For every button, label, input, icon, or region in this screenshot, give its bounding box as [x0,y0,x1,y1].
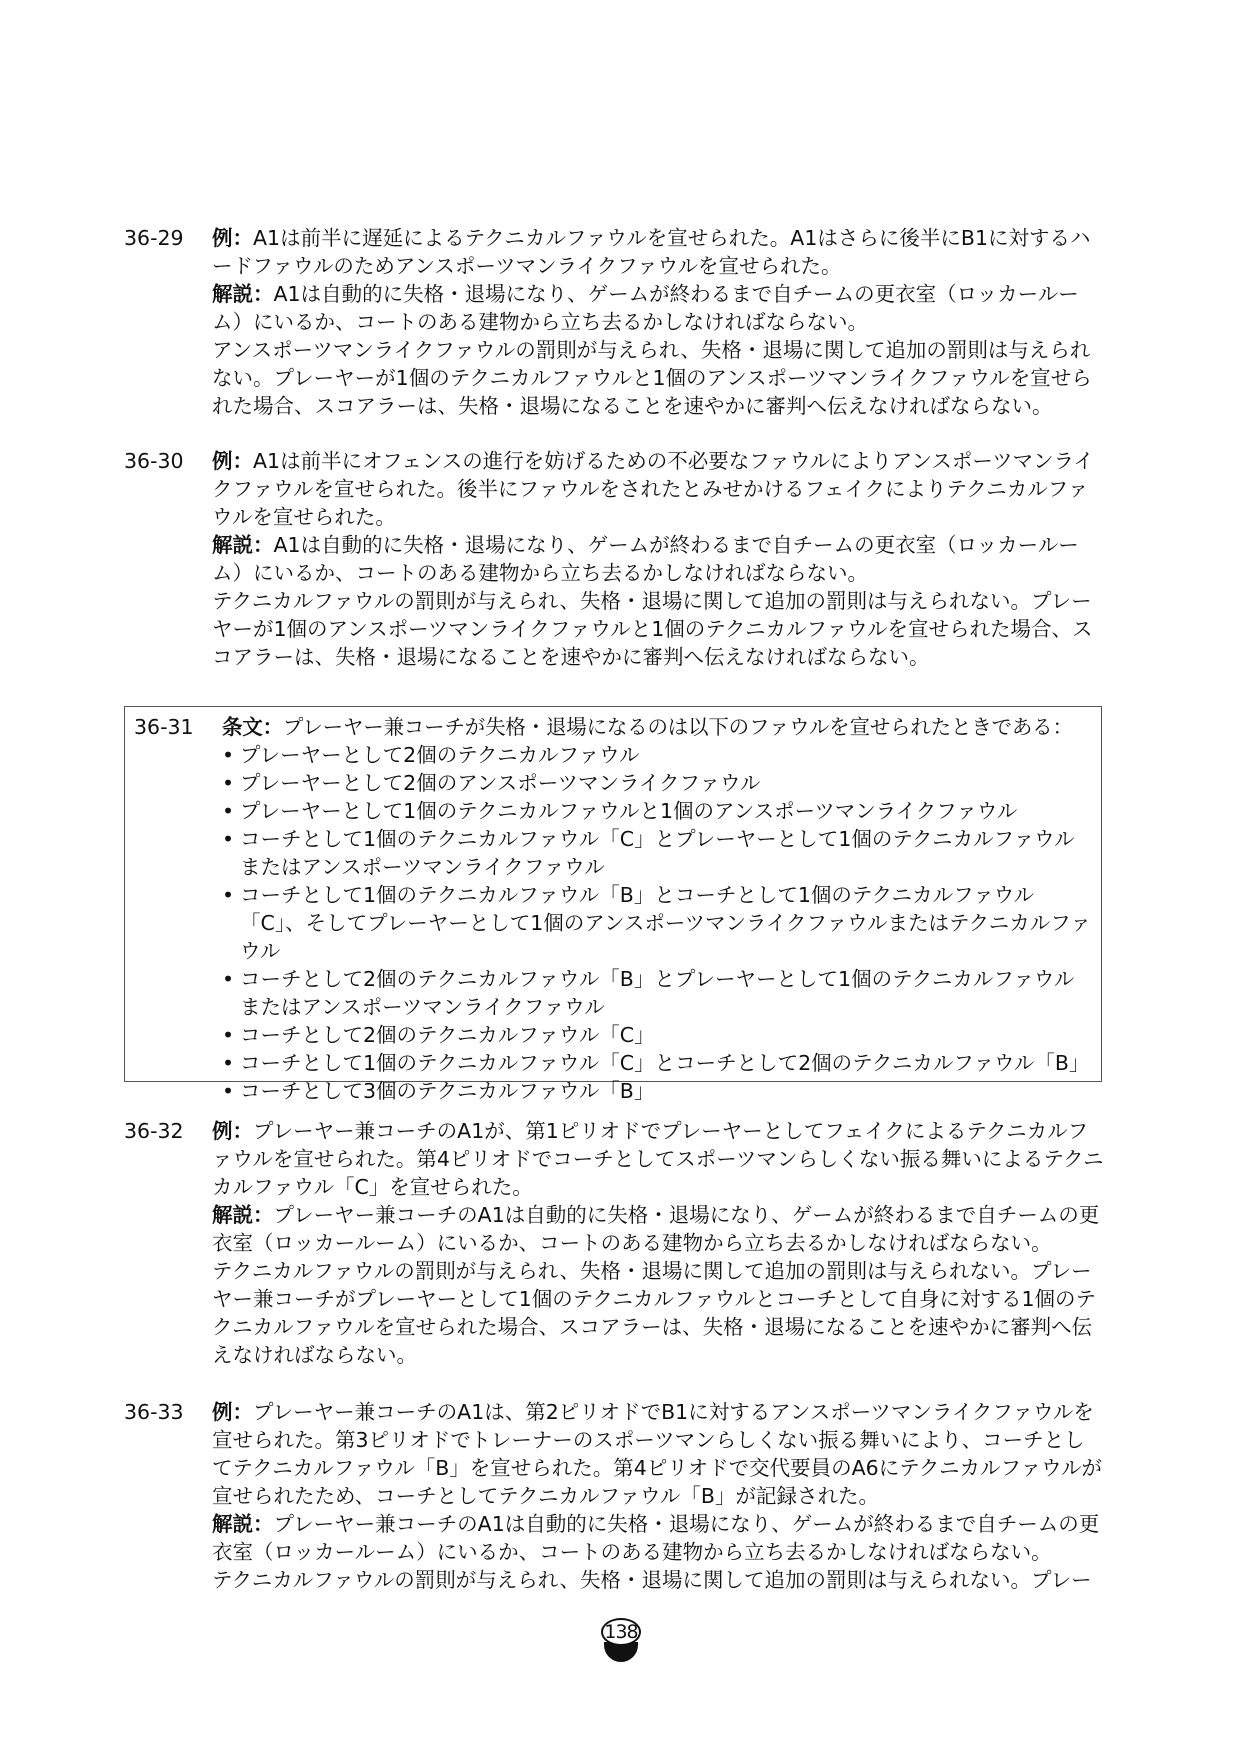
rule-list-item [222,1077,1093,1105]
case-number: 36-33 [124,1400,184,1424]
rule-list-item [222,741,1093,769]
case-entry-36-29 [124,224,1104,420]
rule-item-text: プレーヤーとして1個のテクニカルファウルと1個のアンスポーツマンライクファウル [240,799,1018,823]
rule-box-36-31 [124,706,1102,1103]
example-text: プレーヤー兼コーチのA1は、第2ピリオドでB1に対するアンスポーツマンライクファウルを宣せられた。第3ピリオドでトレーナーのスポーツマンらしくない振る舞いにより、コーチとしてテクニカルファウル「B」を宣せられた。第4ピリオドで交代要員のA6にテクニカルファウルが宣せられたため、コーチとしてテクニカルファウル「B」が記録された。 [212,1400,1102,1508]
explanation-paragraph [212,531,1104,587]
case-body [212,1398,1104,1594]
explanation-label: 解説： [212,1512,274,1536]
bullet-icon: • [222,967,235,991]
rule-item-text: コーチとして3個のテクニカルファウル「B」 [240,1079,655,1103]
explanation-text: A1は自動的に失格・退場になり、ゲームが終わるまで自チームの更衣室（ロッカールーム）にいるか、コートのある建物から立ち去るかしなければならない。 [212,282,1079,334]
case-number: 36-30 [124,449,184,473]
example-paragraph [212,224,1104,280]
example-label: 例： [212,1400,253,1424]
example-text: A1は前半に遅延によるテクニカルファウルを宣せられた。A1はさらに後半にB1に対するハードファウルのためアンスポーツマンライクファウルを宣せられた。 [212,226,1091,278]
explanation-paragraph [212,1510,1104,1566]
rule-list-item [222,881,1093,965]
bullet-icon: • [222,827,235,851]
explanation-paragraph: テクニカルファウルの罰則が与えられ、失格・退場に関して追加の罰則は与えられない。プレーヤーが1個のアンスポーツマンライクファウルと1個のテクニカルファウルを宣せられた場合、スコアラーは、失格・退場になることを速やかに審判へ伝えなければならない。 [212,589,1093,669]
example-label: 例： [212,226,253,250]
case-body [212,1117,1104,1369]
explanation-paragraph: テクニカルファウルの罰則が与えられ、失格・退場に関して追加の罰則は与えられない。プレーヤー兼コーチがプレーヤーとして1個のテクニカルファウルとコーチとして自身に対する1個のテクニカルファウルを宣せられた場合、スコアラーは、失格・退場になることを速やかに審判へ伝えなければならない。 [212,1259,1097,1367]
explanation-paragraph: テクニカルファウルの罰則が与えられ、失格・退場に関して追加の罰則は与えられない。プレー [212,1568,1092,1592]
example-paragraph [212,447,1104,531]
case-number: 36-32 [124,1119,184,1143]
explanation-paragraph: アンスポーツマンライクファウルの罰則が与えられ、失格・退場に関して追加の罰則は与えられない。プレーヤーが1個のテクニカルファウルと1個のアンスポーツマンライクファウルを宣せられた場合、スコアラーは、失格・退場になることを速やかに審判へ伝えなければならない。 [212,338,1092,418]
bullet-icon: • [222,799,235,823]
rule-item-text: コーチとして1個のテクニカルファウル「C」とプレーヤーとして1個のテクニカルファウルまたはアンスポーツマンライクファウル [240,827,1075,879]
bullet-icon: • [222,883,235,907]
rule-item-text: コーチとして2個のテクニカルファウル「C」 [240,1023,655,1047]
case-entry-36-32 [124,1117,1104,1369]
explanation-label: 解説： [212,533,274,557]
explanation-paragraph [212,1201,1104,1257]
rule-number: 36-31 [134,715,194,739]
rule-text: プレーヤー兼コーチが失格・退場になるのは以下のファウルを宣せられたときである： [282,715,1073,739]
rule-list [222,741,1093,1105]
explanation-text: プレーヤー兼コーチのA1は自動的に失格・退場になり、ゲームが終わるまで自チームの更衣室（ロッカールーム）にいるか、コートのある建物から立ち去るかしなければならない。 [212,1512,1100,1564]
rule-list-item [222,1049,1093,1077]
page-number: 138 [601,1618,641,1646]
rule-item-text: コーチとして2個のテクニカルファウル「B」とプレーヤーとして1個のテクニカルファウルまたはアンスポーツマンライクファウル [240,967,1075,1019]
rule-item-text: コーチとして1個のテクニカルファウル「C」とコーチとして2個のテクニカルファウル「B」 [240,1051,1090,1075]
example-text: A1は前半にオフェンスの進行を妨げるための不必要なファウルによりアンスポーツマンライクファウルを宣せられた。後半にファウルをされたとみせかけるフェイクによりテクニカルファウルを宣せられた。 [212,449,1094,529]
case-entry-36-30 [124,447,1104,671]
example-paragraph [212,1117,1104,1201]
case-number: 36-29 [124,226,184,250]
page-number-badge [601,1618,641,1664]
rule-list-item [222,825,1093,881]
rule-list-item [222,769,1093,797]
bullet-icon: • [222,1079,235,1103]
bullet-icon: • [222,1051,235,1075]
rule-heading [222,713,1095,741]
bullet-icon: • [222,1023,235,1047]
rule-label: 条文： [222,715,283,739]
explanation-label: 解説： [212,282,274,306]
example-text: プレーヤー兼コーチのA1が、第1ピリオドでプレーヤーとしてフェイクによるテクニカルファウルを宣せられた。第4ピリオドでコーチとしてスポーツマンらしくない振る舞いによるテクニカルファウル「C」を宣せられた。 [212,1119,1104,1199]
rule-list-item [222,1021,1093,1049]
case-body [212,224,1104,420]
example-paragraph [212,1398,1104,1510]
rule-item-text: プレーヤーとして2個のアンスポーツマンライクファウル [240,771,761,795]
example-label: 例： [212,1119,253,1143]
case-body [212,447,1104,671]
explanation-text: A1は自動的に失格・退場になり、ゲームが終わるまで自チームの更衣室（ロッカールーム）にいるか、コートのある建物から立ち去るかしなければならない。 [212,533,1079,585]
explanation-label: 解説： [212,1203,274,1227]
explanation-paragraph [212,280,1104,336]
rule-item-text: プレーヤーとして2個のテクニカルファウル [240,743,640,767]
rule-list-item [222,965,1093,1021]
explanation-text: プレーヤー兼コーチのA1は自動的に失格・退場になり、ゲームが終わるまで自チームの更衣室（ロッカールーム）にいるか、コートのある建物から立ち去るかしなければならない。 [212,1203,1100,1255]
rule-list-item [222,797,1093,825]
example-label: 例： [212,449,253,473]
bullet-icon: • [222,743,235,767]
rule-item-text: コーチとして1個のテクニカルファウル「B」とコーチとして1個のテクニカルファウル「C」、そしてプレーヤーとして1個のアンスポーツマンライクファウルまたはテクニカルファウル [240,883,1091,963]
bullet-icon: • [222,771,235,795]
case-entry-36-33 [124,1398,1104,1594]
